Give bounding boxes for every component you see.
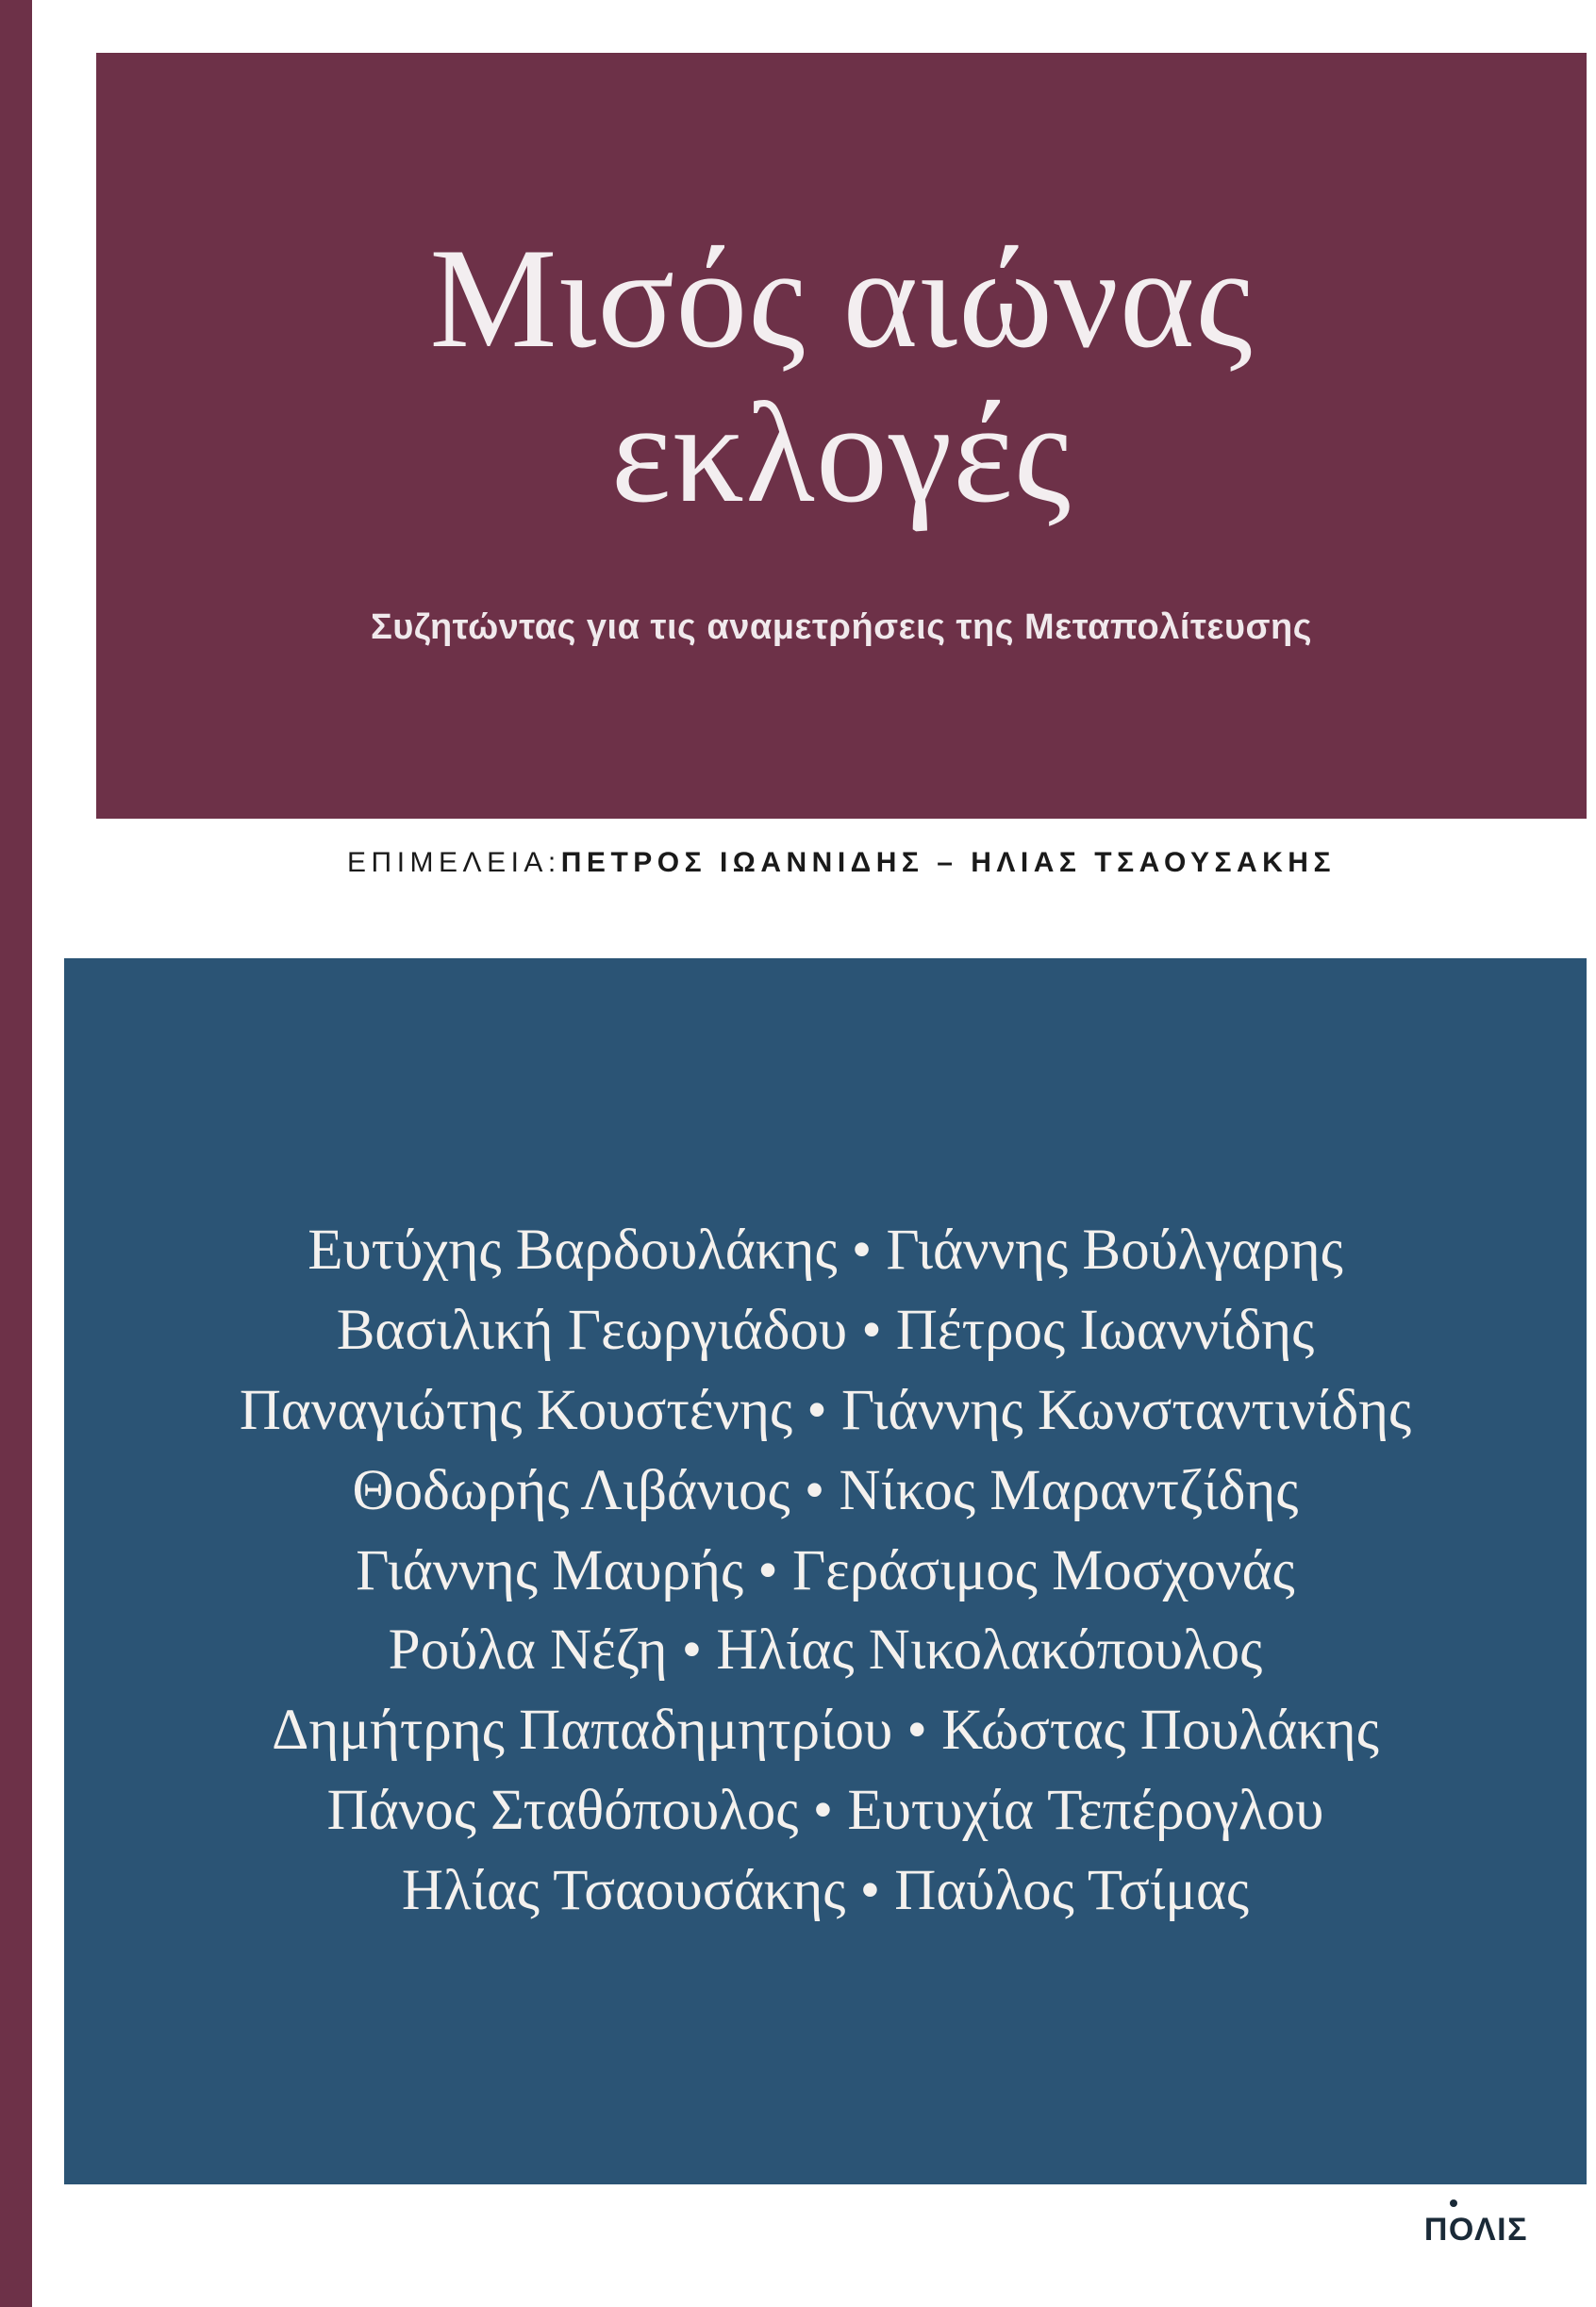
book-title-line-2: εκλογές <box>610 373 1072 533</box>
editors-label: ΕΠΙΜΕΛΕΙΑ: <box>347 847 561 878</box>
book-subtitle: Συζητώντας για τις αναμετρήσεις της Μεταπολίτευσης <box>370 607 1313 648</box>
contributor-row: Γιάννης Μαυρής • Γεράσιμος Μοσχονάς <box>356 1538 1295 1602</box>
publisher-logo <box>1424 2212 1528 2249</box>
editors-credit <box>96 847 1587 879</box>
title-block <box>96 53 1587 819</box>
contributors-block <box>64 958 1587 2184</box>
contributor-row: Δημήτρης Παπαδημητρίου • Κώστας Πουλάκης <box>272 1699 1379 1763</box>
contributor-row: Πάνος Σταθόπουλος • Ευτυχία Τεπέρογλου <box>326 1778 1324 1842</box>
contributor-row: Παναγιώτης Κουστένης • Γιάννης Κωνσταντινίδης <box>239 1379 1412 1443</box>
book-title <box>96 219 1587 533</box>
contributor-row: Ευτύχης Βαρδουλάκης • Γιάννης Βούλγαρης <box>308 1219 1343 1283</box>
publisher-label: ΠΟΛΙΣ <box>1423 2212 1528 2248</box>
contributor-row: Ρούλα Νέζη • Ηλίας Νικολακόπουλος <box>388 1618 1263 1683</box>
contributor-row: Ηλίας Τσαουσάκης • Παύλος Τσίμας <box>401 1858 1250 1922</box>
publisher-name <box>1424 2212 1528 2249</box>
contributor-row: Θοδωρής Λιβάνιος • Νίκος Μαραντζίδης <box>352 1458 1299 1522</box>
book-title-line-1: Μισός αιώνας <box>429 219 1254 377</box>
editors-names: ΠΕΤΡΟΣ ΙΩΑΝΝΙΔΗΣ – ΗΛΙΑΣ ΤΣΑΟΥΣΑΚΗΣ <box>560 847 1336 878</box>
publisher-dot-icon <box>1450 2199 1457 2207</box>
contributor-row: Βασιλική Γεωργιάδου • Πέτρος Ιωαννίδης <box>336 1299 1315 1363</box>
